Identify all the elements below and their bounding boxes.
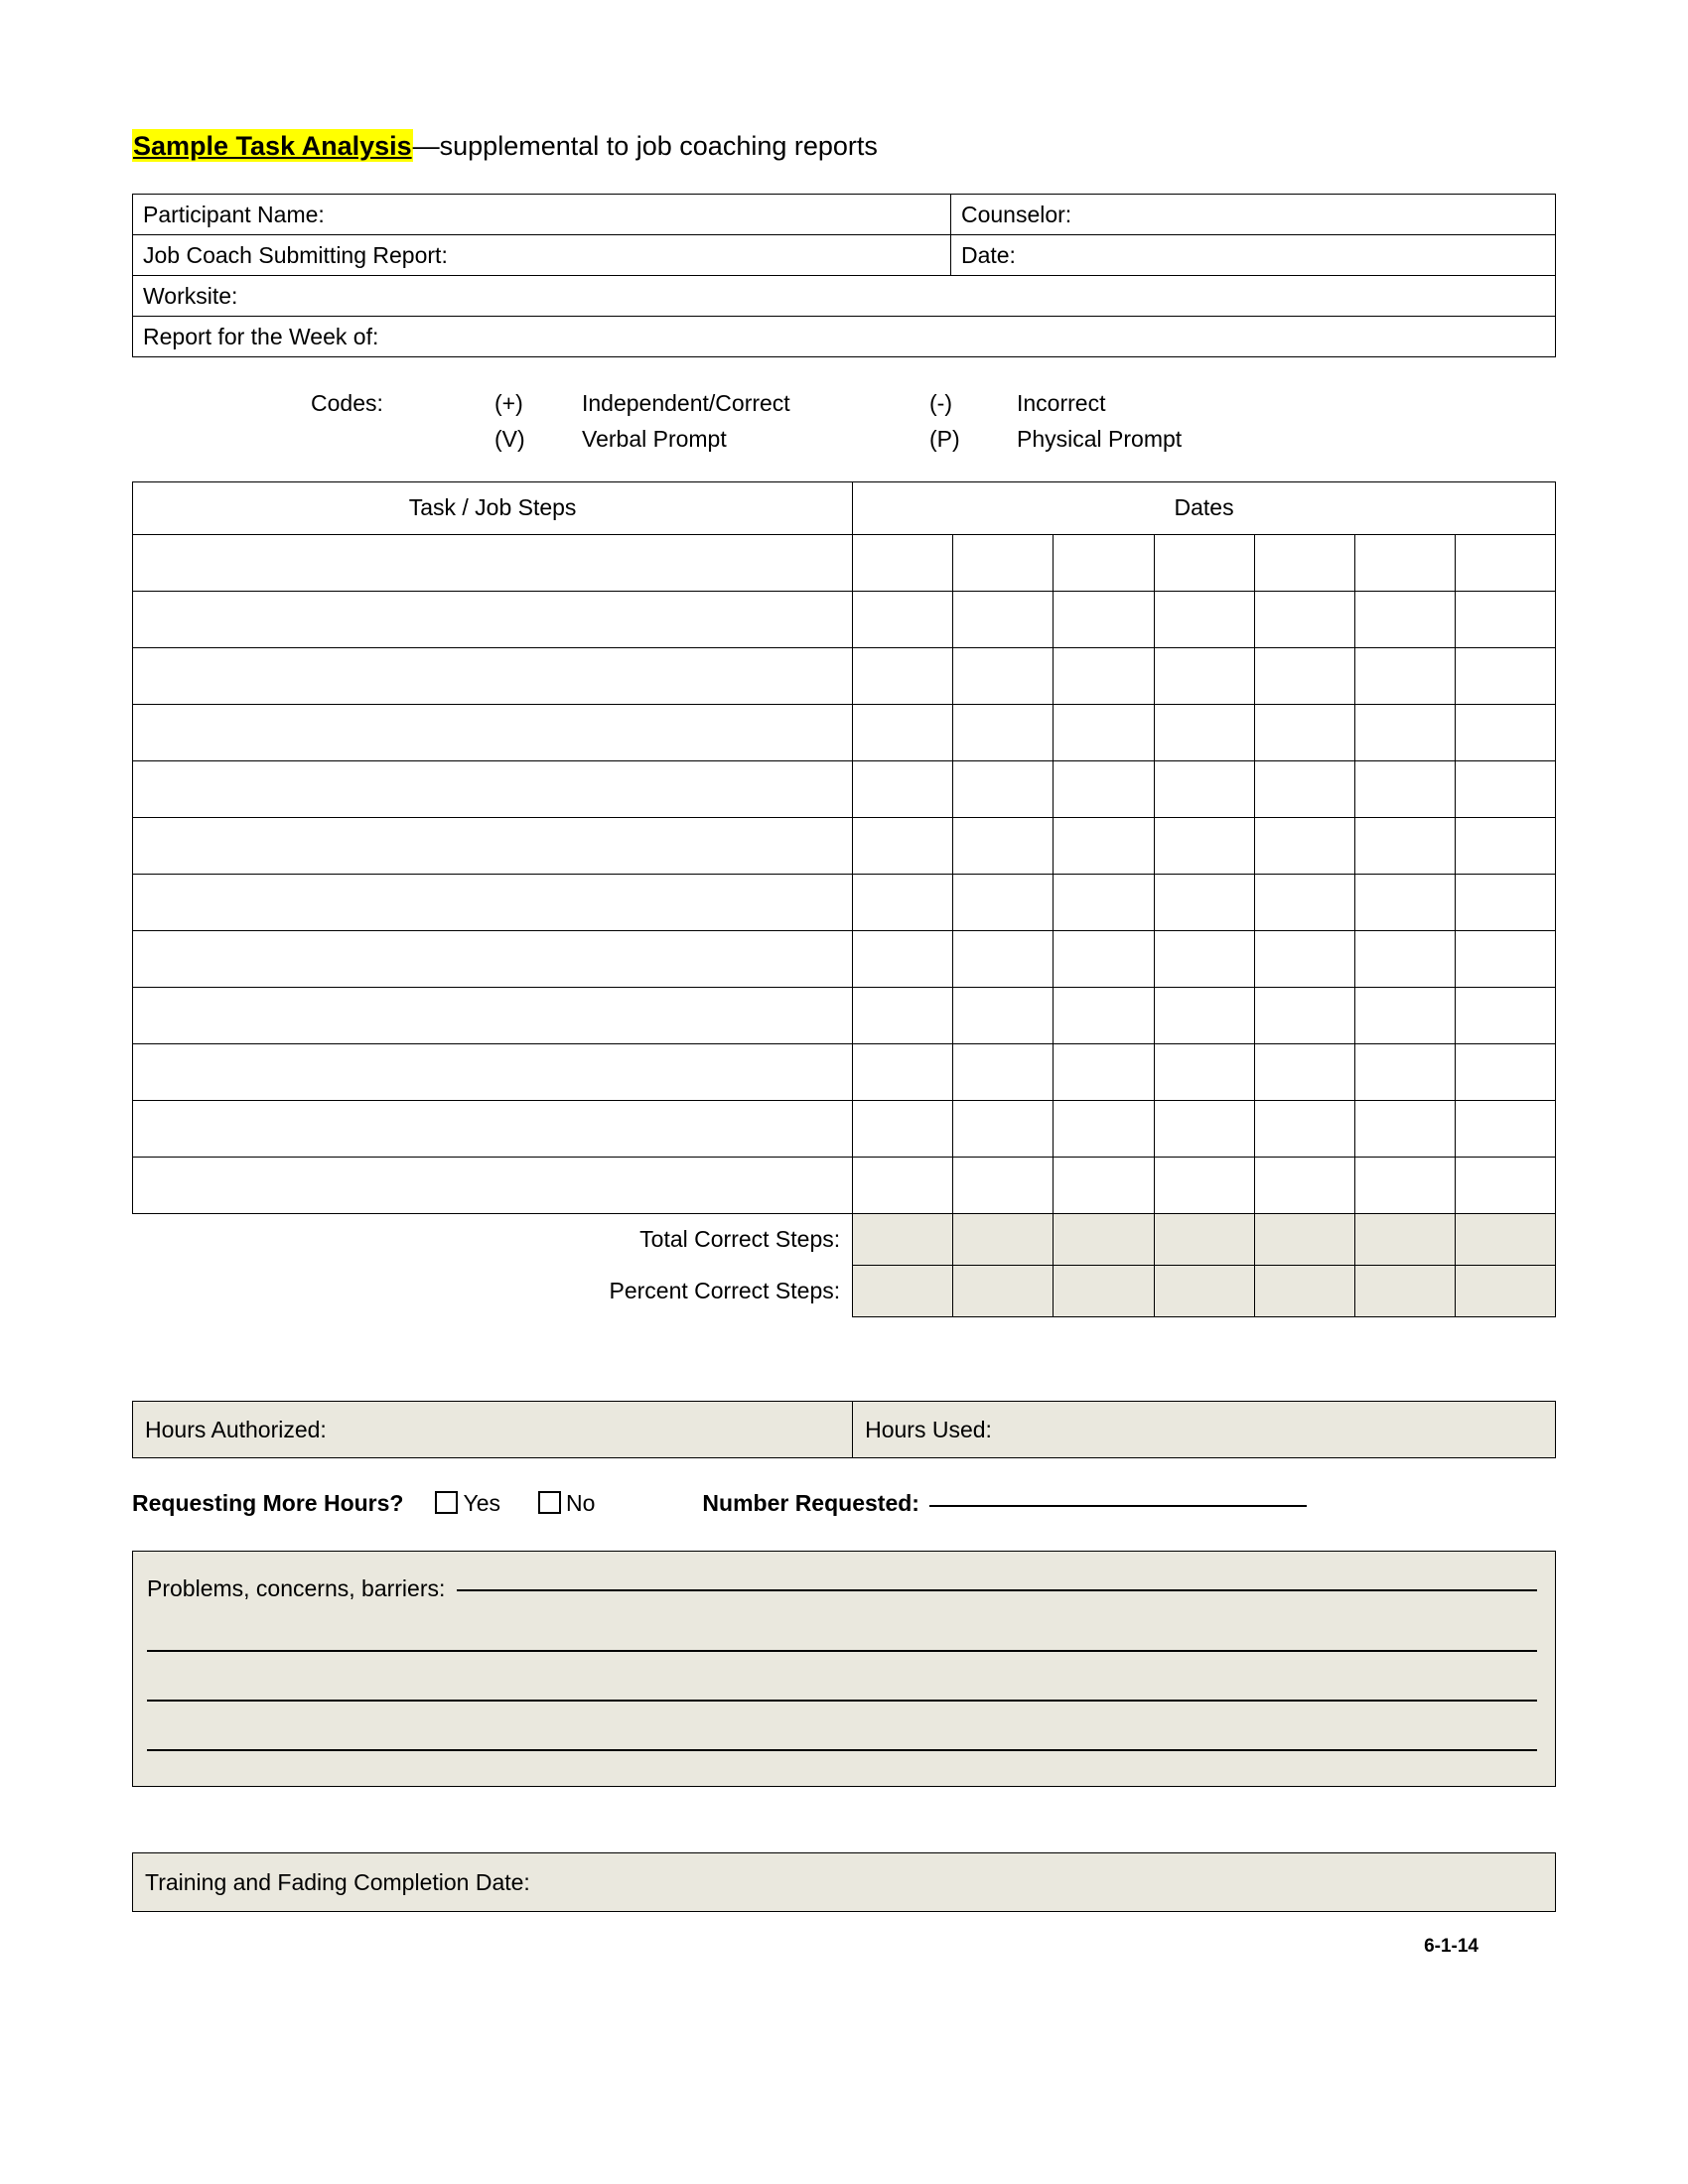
date-entry-cell[interactable] <box>1054 1100 1154 1157</box>
date-entry-cell[interactable] <box>853 1043 953 1100</box>
page-title-highlighted: Sample Task Analysis <box>133 131 412 161</box>
task-step-cell[interactable] <box>133 647 853 704</box>
date-entry-cell[interactable] <box>1354 1043 1455 1100</box>
date-entry-cell[interactable] <box>1254 817 1354 874</box>
date-entry-cell[interactable] <box>853 591 953 647</box>
date-entry-cell[interactable] <box>1456 1100 1556 1157</box>
date-entry-cell[interactable] <box>953 534 1054 591</box>
task-row <box>133 817 1556 874</box>
date-entry-cell[interactable] <box>1354 930 1455 987</box>
page-content <box>132 0 1556 1958</box>
date-entry-cell[interactable] <box>1456 930 1556 987</box>
task-step-cell[interactable] <box>133 817 853 874</box>
date-entry-cell[interactable] <box>1354 704 1455 760</box>
hours-used-field[interactable]: Hours Used: <box>853 1402 1556 1458</box>
yes-checkbox[interactable] <box>435 1491 458 1514</box>
task-row <box>133 874 1556 930</box>
date-entry-cell[interactable] <box>1456 647 1556 704</box>
task-row <box>133 704 1556 760</box>
task-step-cell[interactable] <box>133 930 853 987</box>
code-symbol-physical: (P) <box>929 426 960 453</box>
code-meaning-physical: Physical Prompt <box>1017 426 1183 453</box>
date-entry-cell[interactable] <box>1154 760 1254 817</box>
task-table-header-row <box>133 481 1556 534</box>
percent-correct-cell[interactable] <box>1054 1266 1154 1317</box>
date-entry-cell[interactable] <box>1154 591 1254 647</box>
task-step-cell[interactable] <box>133 704 853 760</box>
date-entry-cell[interactable] <box>1254 647 1354 704</box>
task-step-cell[interactable] <box>133 534 853 591</box>
codes-legend-row <box>311 385 1556 421</box>
number-requested-input-line[interactable] <box>929 1505 1307 1507</box>
percent-correct-cell[interactable] <box>1254 1266 1354 1317</box>
date-entry-cell[interactable] <box>1354 1157 1455 1213</box>
total-correct-steps-row <box>133 1213 1556 1266</box>
date-entry-cell[interactable] <box>1054 760 1154 817</box>
date-entry-cell[interactable] <box>953 704 1054 760</box>
total-correct-steps-label: Total Correct Steps: <box>639 1226 841 1253</box>
date-entry-cell[interactable] <box>1054 647 1154 704</box>
date-entry-cell[interactable] <box>1054 1157 1154 1213</box>
yes-label: Yes <box>463 1490 500 1517</box>
code-meaning-verbal: Verbal Prompt <box>582 426 727 453</box>
date-entry-cell[interactable] <box>1254 874 1354 930</box>
task-step-cell[interactable] <box>133 1100 853 1157</box>
date-entry-cell[interactable] <box>1456 591 1556 647</box>
table-row <box>133 1402 1556 1458</box>
date-entry-cell[interactable] <box>1456 874 1556 930</box>
no-checkbox[interactable] <box>538 1491 561 1514</box>
date-entry-cell[interactable] <box>1254 930 1354 987</box>
date-entry-cell[interactable] <box>853 874 953 930</box>
date-entry-cell[interactable] <box>853 704 953 760</box>
codes-legend-row <box>311 421 1556 457</box>
codes-legend-spacer <box>311 421 494 457</box>
date-entry-cell[interactable] <box>1456 1157 1556 1213</box>
table-row <box>133 317 1556 357</box>
percent-correct-cell[interactable] <box>953 1266 1054 1317</box>
date-entry-cell[interactable] <box>853 760 953 817</box>
requesting-more-hours-label: Requesting More Hours? <box>132 1490 404 1517</box>
task-analysis-table <box>132 481 1556 1318</box>
date-entry-cell[interactable] <box>1456 760 1556 817</box>
total-correct-cell[interactable] <box>1354 1213 1455 1266</box>
date-entry-cell[interactable] <box>1354 987 1455 1043</box>
task-row <box>133 1100 1556 1157</box>
problems-write-line[interactable] <box>457 1589 1537 1591</box>
date-field[interactable]: Date: <box>950 235 1555 276</box>
requesting-more-hours-row <box>132 1488 1556 1517</box>
total-correct-cell[interactable] <box>1054 1213 1154 1266</box>
date-entry-cell[interactable] <box>853 534 953 591</box>
participant-name-field[interactable]: Participant Name: <box>133 195 951 235</box>
date-entry-cell[interactable] <box>1354 817 1455 874</box>
date-entry-cell[interactable] <box>953 930 1054 987</box>
date-entry-cell[interactable] <box>853 987 953 1043</box>
percent-correct-cell[interactable] <box>853 1266 953 1317</box>
task-row <box>133 647 1556 704</box>
percent-correct-steps-label: Percent Correct Steps: <box>609 1278 841 1304</box>
participant-info-table <box>132 194 1556 357</box>
task-row <box>133 930 1556 987</box>
task-step-cell[interactable] <box>133 987 853 1043</box>
date-entry-cell[interactable] <box>953 987 1054 1043</box>
date-entry-cell[interactable] <box>1456 817 1556 874</box>
date-entry-cell[interactable] <box>953 874 1054 930</box>
date-entry-cell[interactable] <box>1456 704 1556 760</box>
date-entry-cell[interactable] <box>1254 1157 1354 1213</box>
task-row <box>133 591 1556 647</box>
date-entry-cell[interactable] <box>1354 647 1455 704</box>
table-row <box>133 1853 1556 1912</box>
date-entry-cell[interactable] <box>1154 534 1254 591</box>
task-step-cell[interactable] <box>133 874 853 930</box>
date-entry-cell[interactable] <box>853 1157 953 1213</box>
date-entry-cell[interactable] <box>853 930 953 987</box>
no-checkbox-group[interactable] <box>538 1488 595 1517</box>
total-correct-cell[interactable] <box>953 1213 1054 1266</box>
date-entry-cell[interactable] <box>1154 1100 1254 1157</box>
date-entry-cell[interactable] <box>1054 704 1154 760</box>
training-fading-completion-date-field[interactable]: Training and Fading Completion Date: <box>133 1853 1556 1912</box>
date-entry-cell[interactable] <box>1254 534 1354 591</box>
form-revision-date: 6-1-14 <box>1424 1936 1478 1958</box>
date-entry-cell[interactable] <box>1054 534 1154 591</box>
problems-label: Problems, concerns, barriers: <box>147 1575 446 1602</box>
date-entry-cell[interactable] <box>1354 760 1455 817</box>
date-entry-cell[interactable] <box>1154 647 1254 704</box>
date-entry-cell[interactable] <box>953 1043 1054 1100</box>
date-entry-cell[interactable] <box>1154 1043 1254 1100</box>
task-steps-column-header: Task / Job Steps <box>133 481 853 534</box>
date-entry-cell[interactable] <box>1456 987 1556 1043</box>
total-correct-cell[interactable] <box>1154 1213 1254 1266</box>
task-row <box>133 1043 1556 1100</box>
percent-correct-steps-row <box>133 1266 1556 1317</box>
date-entry-cell[interactable] <box>1354 591 1455 647</box>
problems-concerns-barriers-box[interactable] <box>132 1551 1556 1787</box>
report-week-field[interactable]: Report for the Week of: <box>133 317 1556 357</box>
job-coach-field[interactable]: Job Coach Submitting Report: <box>133 235 951 276</box>
hours-table <box>132 1401 1556 1458</box>
date-entry-cell[interactable] <box>1456 1043 1556 1100</box>
task-row <box>133 534 1556 591</box>
task-table-body <box>133 534 1556 1213</box>
date-entry-cell[interactable] <box>1054 591 1154 647</box>
date-entry-cell[interactable] <box>1456 534 1556 591</box>
codes-legend-heading: Codes: <box>311 390 383 417</box>
counselor-field[interactable]: Counselor: <box>950 195 1555 235</box>
date-entry-cell[interactable] <box>1254 704 1354 760</box>
task-step-cell[interactable] <box>133 591 853 647</box>
date-entry-cell[interactable] <box>1254 1100 1354 1157</box>
date-entry-cell[interactable] <box>1354 534 1455 591</box>
date-entry-cell[interactable] <box>1054 1043 1154 1100</box>
worksite-field[interactable]: Worksite: <box>133 276 1556 317</box>
date-entry-cell[interactable] <box>1354 1100 1455 1157</box>
date-entry-cell[interactable] <box>1054 874 1154 930</box>
code-meaning-incorrect: Incorrect <box>1017 390 1106 417</box>
date-entry-cell[interactable] <box>853 647 953 704</box>
date-entry-cell[interactable] <box>1054 817 1154 874</box>
date-entry-cell[interactable] <box>1354 874 1455 930</box>
task-row <box>133 987 1556 1043</box>
date-entry-cell[interactable] <box>1154 817 1254 874</box>
yes-checkbox-group[interactable] <box>435 1488 500 1517</box>
date-entry-cell[interactable] <box>1154 987 1254 1043</box>
table-row <box>133 276 1556 317</box>
date-entry-cell[interactable] <box>953 760 1054 817</box>
training-fading-table <box>132 1852 1556 1912</box>
page-title <box>132 131 1556 162</box>
code-symbol-minus: (-) <box>929 390 952 417</box>
table-row <box>133 195 1556 235</box>
code-meaning-independent: Independent/Correct <box>582 390 790 417</box>
total-correct-cell[interactable] <box>853 1213 953 1266</box>
table-row <box>133 235 1556 276</box>
percent-correct-cell[interactable] <box>1154 1266 1254 1317</box>
date-entry-cell[interactable] <box>1154 704 1254 760</box>
total-correct-cell[interactable] <box>1456 1213 1556 1266</box>
hours-authorized-field[interactable]: Hours Authorized: <box>133 1402 853 1458</box>
task-step-cell[interactable] <box>133 1043 853 1100</box>
date-entry-cell[interactable] <box>1154 874 1254 930</box>
date-entry-cell[interactable] <box>953 647 1054 704</box>
date-entry-cell[interactable] <box>1254 760 1354 817</box>
code-symbol-verbal: (V) <box>494 426 525 453</box>
percent-correct-cell[interactable] <box>1456 1266 1556 1317</box>
date-entry-cell[interactable] <box>1054 987 1154 1043</box>
dates-column-header: Dates <box>853 481 1556 534</box>
no-label: No <box>566 1490 596 1517</box>
date-entry-cell[interactable] <box>853 1100 953 1157</box>
date-entry-cell[interactable] <box>1254 1043 1354 1100</box>
code-symbol-plus: (+) <box>494 390 523 417</box>
percent-correct-cell[interactable] <box>1354 1266 1455 1317</box>
date-entry-cell[interactable] <box>953 591 1054 647</box>
date-entry-cell[interactable] <box>1054 930 1154 987</box>
date-entry-cell[interactable] <box>953 1100 1054 1157</box>
date-entry-cell[interactable] <box>1254 987 1354 1043</box>
date-entry-cell[interactable] <box>853 817 953 874</box>
total-correct-cell[interactable] <box>1254 1213 1354 1266</box>
task-step-cell[interactable] <box>133 760 853 817</box>
task-row <box>133 1157 1556 1213</box>
date-entry-cell[interactable] <box>1154 930 1254 987</box>
problems-write-line[interactable] <box>147 1650 1537 1652</box>
page-title-subtitle: —supplemental to job coaching reports <box>412 131 878 161</box>
codes-legend <box>311 385 1556 458</box>
number-requested-label: Number Requested: <box>702 1490 919 1517</box>
problems-write-line[interactable] <box>147 1700 1537 1702</box>
problems-write-line[interactable] <box>147 1749 1537 1751</box>
date-entry-cell[interactable] <box>1154 1157 1254 1213</box>
date-entry-cell[interactable] <box>1254 591 1354 647</box>
task-table-footer <box>133 1213 1556 1317</box>
date-entry-cell[interactable] <box>953 1157 1054 1213</box>
date-entry-cell[interactable] <box>953 817 1054 874</box>
task-step-cell[interactable] <box>133 1157 853 1213</box>
task-row <box>133 760 1556 817</box>
